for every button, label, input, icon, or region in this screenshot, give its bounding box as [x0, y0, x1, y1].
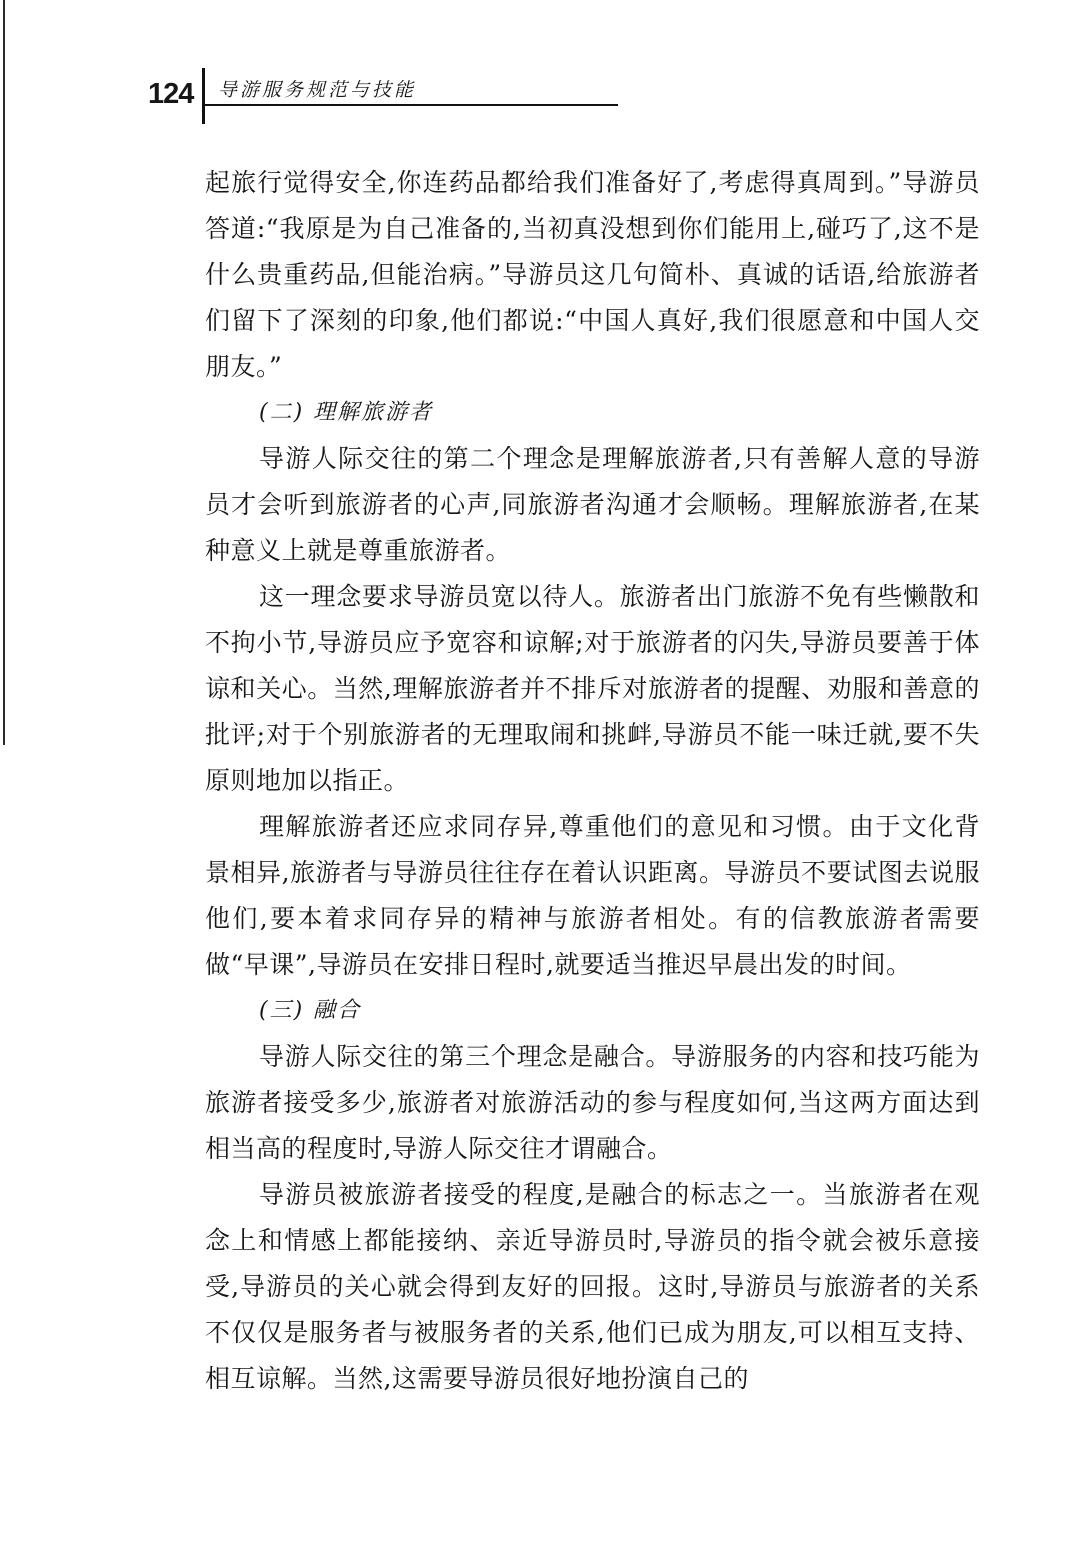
paragraph: 理解旅游者还应求同存异,尊重他们的意见和习惯。由于文化背景相异,旅游者与导游员往往存在着认识距离。导游员不要试图去说服他们,要本着求同存异的精神与旅游者相处。有的信教旅游者需要做“早课”,导游员在安排日程时,就要适当推迟早晨出发的时间。	[205, 812, 980, 979]
page-number: 124	[148, 78, 194, 110]
header-divider-vertical	[202, 68, 205, 124]
paragraph: 导游员被旅游者接受的程度,是融合的标志之一。当旅游者在观念上和情感上都能接纳、亲近导游员时,导游员的指令就会被乐意接受,导游员的关心就会得到友好的回报。这时,导游员与旅游者的关系不仅仅是服务者与被服务者的关系,他们已成为朋友,可以相互支持、相互谅解。当然,这需要导游员很好地扮演自己的	[205, 1180, 980, 1393]
page-body	[205, 160, 980, 1402]
paragraph: 导游人际交往的第二个理念是理解旅游者,只有善解人意的导游员才会听到旅游者的心声,同旅游者沟通才会顺畅。理解旅游者,在某种意义上就是尊重旅游者。	[205, 444, 980, 565]
running-header	[148, 68, 618, 124]
header-rule	[204, 104, 618, 106]
paragraph: 导游人际交往的第三个理念是融合。导游服务的内容和技巧能为旅游者接受多少,旅游者对旅游活动的参与程度如何,当这两方面达到相当高的程度时,导游人际交往才谓融合。	[205, 1042, 980, 1163]
section-heading: (二) 理解旅游者	[259, 400, 434, 425]
paragraph: 这一理念要求导游员宽以待人。旅游者出门旅游不免有些懒散和不拘小节,导游员应予宽容和谅解;对于旅游者的闪失,导游员要善于体谅和关心。当然,理解旅游者并不排斥对旅游者的提醒、劝服和善意的批评;对于个别旅游者的无理取闹和挑衅,导游员不能一味迁就,要不失原则地加以指正。	[205, 582, 980, 795]
page-binding-edge	[3, 0, 5, 745]
paragraph: 起旅行觉得安全,你连药品都给我们准备好了,考虑得真周到。”导游员答道:“我原是为自己准备的,当初真没想到你们能用上,碰巧了,这不是什么贵重药品,但能治病。”导游员这几句简朴、真诚的话语,给旅游者们留下了深刻的印象,他们都说:“中国人真好,我们很愿意和中国人交朋友。”	[205, 168, 980, 381]
section-heading: (三) 融合	[259, 998, 362, 1023]
book-title: 导游服务规范与技能	[218, 79, 417, 101]
